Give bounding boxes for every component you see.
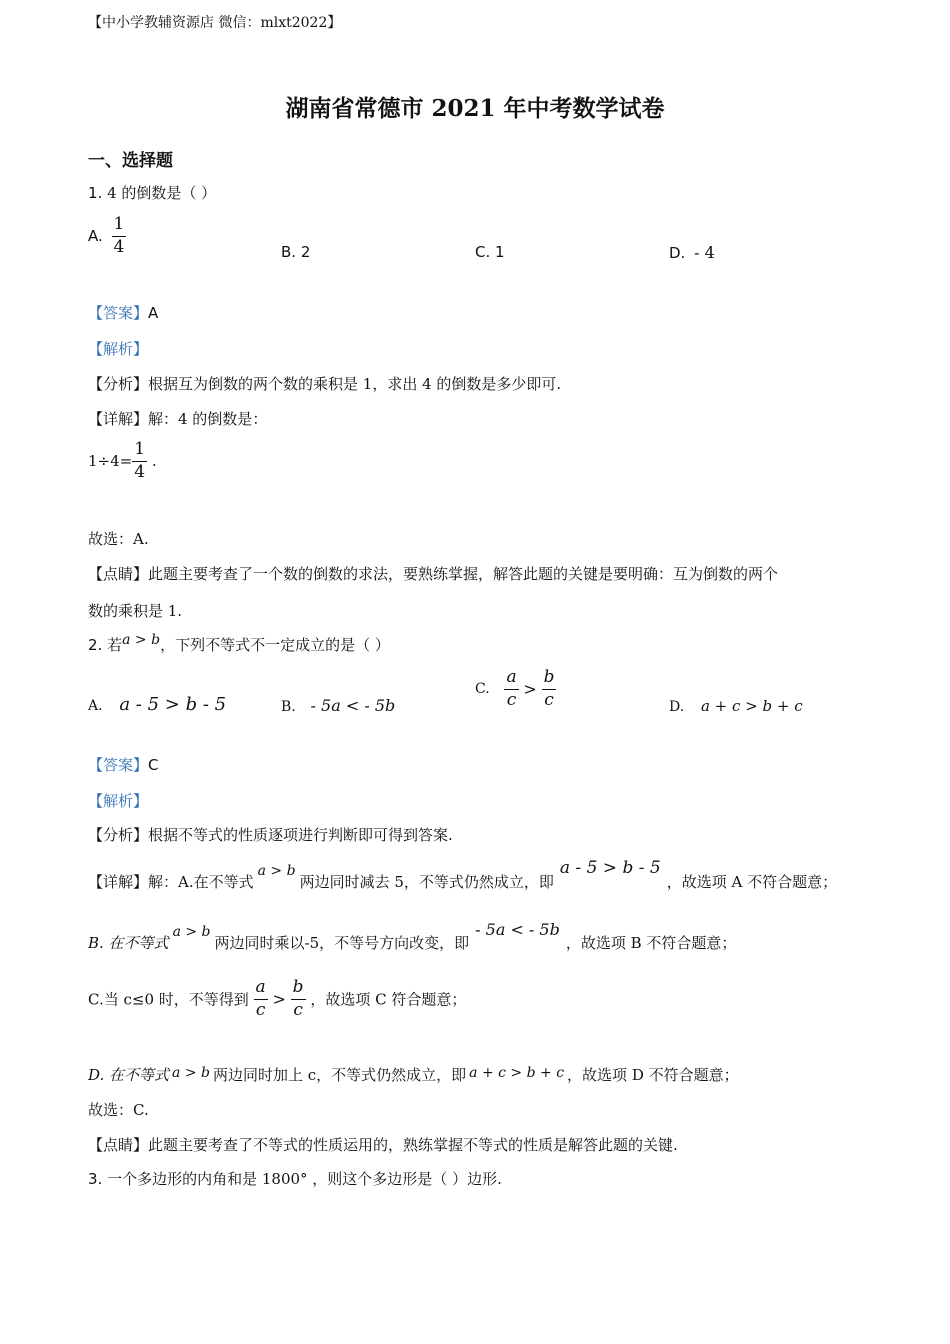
q2-option-c-fraction1 (504, 668, 518, 710)
q2-detail-c-fraction1 (254, 978, 268, 1020)
q2-stem-line (88, 634, 390, 655)
q1-answer (88, 302, 158, 323)
q2-option-a (88, 694, 226, 715)
q1-option-a (88, 215, 126, 257)
q1-option-a-denominator: 4 (113, 236, 125, 257)
q3-number: 3. (88, 1170, 103, 1188)
q2-option-d (669, 697, 803, 715)
q2-option-c-num1: a (504, 668, 518, 690)
q2-option-c-label: C. (475, 681, 490, 698)
q1-analysis: 【分析】根据互为倒数的两个数的乘积是 1，求出 4 的倒数是多少即可. (88, 375, 562, 393)
watermark-header: 【中小学教辅资源店 微信：mlxt2022】 (88, 15, 342, 31)
q1-option-b: B. 2 (281, 243, 311, 261)
section-heading: 一、选择题 (88, 151, 173, 171)
q2-detail-d (88, 1064, 739, 1085)
q2-stem-part2: ，下列不等式不一定成立的是（ ） (160, 636, 390, 654)
q2-comment: 【点睛】此题主要考查了不等式的性质运用的，熟练掌握不等式的性质是解答此题的关键. (88, 1136, 678, 1154)
q2-condition: a > b (122, 632, 161, 648)
q1-option-a-fraction (112, 215, 127, 257)
q2-detail-d-part3: ，故选项 D 不符合题意； (567, 1066, 739, 1084)
q1-option-c: C. 1 (475, 243, 505, 261)
q2-detail-c (88, 978, 466, 1020)
q2-stem-part1: 若 (107, 636, 123, 654)
q2-detail-b-part1: B. 在不等式 (88, 934, 169, 952)
q2-detail-b-part2: 两边同时乘以-5，不等号方向改变，即 (214, 934, 470, 952)
q2-detail-b-expr: - 5a < - 5b (475, 920, 560, 939)
q2-detail-a-cond: a > b (257, 863, 296, 879)
q2-detail-d-part2: 两边同时加上 c，不等式仍然成立，即 (212, 1066, 467, 1084)
q1-calc-fraction (132, 440, 147, 482)
q1-comment-line1: 【点睛】此题主要考查了一个数的倒数的求法，要熟练掌握，解答此题的关键是要明确：互为倒数的两个 (88, 565, 779, 583)
q1-jiexi-tag: 【解析】 (88, 340, 149, 358)
q1-option-d-label: D. (669, 244, 686, 262)
q2-detail-a-expr: a - 5 > b - 5 (559, 858, 661, 878)
q2-option-d-label: D. (669, 699, 685, 715)
q2-detail-d-cond: a > b (172, 1065, 210, 1081)
q2-answer (88, 754, 159, 775)
q2-detail-b-cond: a > b (172, 924, 211, 940)
q2-detail-a-part1: 【详解】解：A.在不等式 (88, 873, 254, 891)
q2-number: 2. (88, 636, 103, 654)
page-title: 湖南省常德市 2021 年中考数学试卷 (285, 95, 665, 122)
q3-stem: 一个多边形的内角和是 1800° ，则这个多边形是（ ）边形. (107, 1170, 502, 1188)
q1-answer-tag: 【答案】 (88, 304, 149, 322)
q1-stem-line (88, 182, 216, 203)
q2-option-c-fraction2 (542, 668, 557, 710)
q2-detail-c-part1: C.当 c≤0 时，不等得到 (88, 990, 249, 1009)
q2-jiexi-tag: 【解析】 (88, 792, 149, 810)
q2-detail-d-part1: D. 在不等式 (88, 1066, 170, 1084)
q2-detail-c-den1: c (255, 999, 266, 1020)
q1-number: 1. (88, 184, 103, 202)
q2-option-a-expr: a - 5 > b - 5 (119, 694, 227, 715)
q1-option-d-value: - 4 (694, 243, 715, 262)
q1-choose: 故选：A. (88, 530, 149, 548)
q2-option-c-den2: c (544, 689, 554, 710)
q2-answer-tag: 【答案】 (88, 756, 149, 774)
q2-option-a-label: A. (88, 698, 103, 714)
q2-detail-c-num2: b (291, 978, 306, 1000)
q2-option-c (475, 668, 556, 710)
q2-detail-c-operator: > (272, 989, 286, 1009)
q2-option-b-label: B. (281, 699, 296, 715)
q1-calc-prefix: 1÷4= (88, 452, 133, 471)
q2-option-b (281, 696, 395, 715)
q1-option-d (669, 243, 715, 262)
q2-detail-b-part3: ，故选项 B 不符合题意； (565, 934, 737, 952)
q1-option-a-numerator: 1 (112, 215, 127, 237)
q1-calculation (88, 440, 157, 482)
q1-calc-suffix: . (147, 452, 157, 471)
q2-detail-a-part3: ，故选项 A 不符合题意； (666, 873, 838, 891)
q2-detail-a-part2: 两边同时减去 5，不等式仍然成立，即 (299, 873, 554, 891)
q1-answer-value: A (148, 304, 159, 322)
q1-calc-numerator: 1 (132, 440, 147, 462)
q2-option-c-operator: > (523, 679, 537, 699)
q2-detail-c-fraction2 (291, 978, 306, 1020)
q2-detail-d-expr: a + c > b + c (469, 1065, 565, 1081)
q2-detail-a (88, 858, 838, 892)
q1-calc-denominator: 4 (134, 461, 146, 482)
q1-option-a-label: A. (88, 227, 103, 246)
q2-analysis: 【分析】根据不等式的性质逐项进行判断即可得到答案. (88, 826, 453, 844)
q2-detail-c-part3: ，故选项 C 符合题意； (310, 990, 467, 1009)
q3-stem-line (88, 1168, 502, 1189)
q2-option-d-expr: a + c > b + c (700, 697, 803, 715)
q1-comment-line2: 数的乘积是 1. (88, 602, 183, 620)
q2-option-c-num2: b (542, 668, 557, 690)
q2-option-b-expr: - 5a < - 5b (310, 696, 396, 715)
q2-option-c-den1: c (506, 689, 517, 710)
q2-choose: 故选：C. (88, 1101, 149, 1119)
q2-detail-c-den2: c (293, 999, 303, 1020)
q1-stem: 4 的倒数是（ ） (107, 184, 217, 202)
q2-answer-value: C (148, 756, 159, 774)
q2-detail-c-num1: a (254, 978, 268, 1000)
q1-detail: 【详解】解：4 的倒数是： (88, 410, 268, 428)
q2-detail-b (88, 920, 737, 953)
